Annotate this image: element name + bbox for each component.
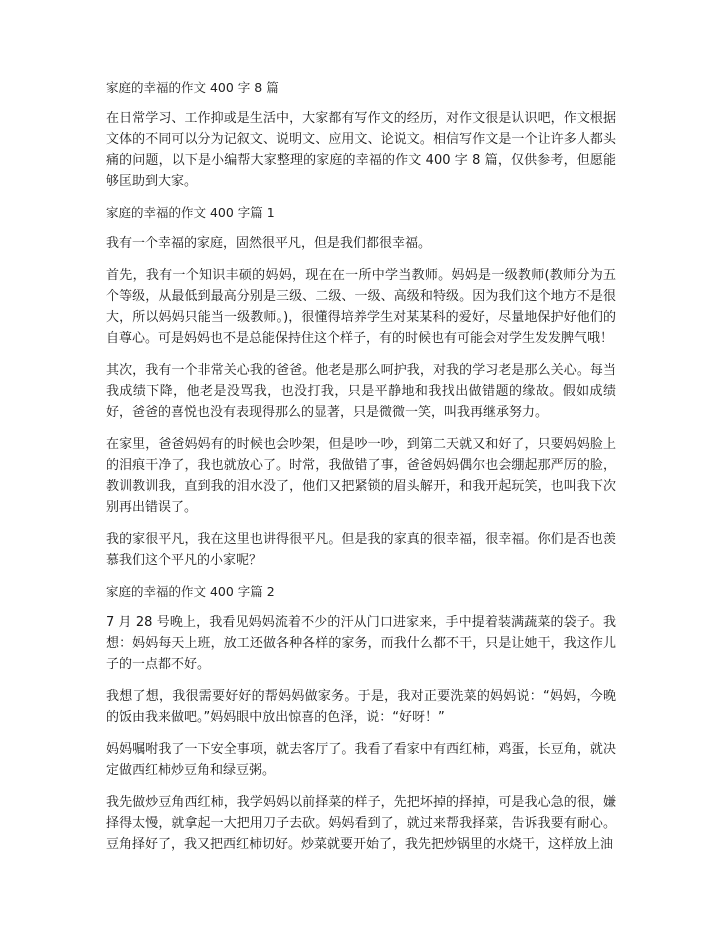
document-title: 家庭的幸福的作文 400 字 8 篇: [106, 80, 279, 95]
section-1-paragraph-3: 其次，我有一个非常关心我的爸爸。他老是那么呵护我，对我的学习老是那么关心。每当我成绩下降，他老是没骂我，也没打我，只是平静地和我找出做错题的缘故。假如成绩好，爸爸的喜悦也没有表现得那么的显著，只是微微一笑，叫我再继承努力。: [106, 363, 616, 420]
section-2-paragraph-4: 我先做炒豆角西红柿，我学妈妈以前择菜的样子，先把坏掉的择掉，可是我心急的很，嫌择得太慢，就拿起一大把用刀子去砍。妈妈看到了，就过来帮我择菜，告诉我要有耐心。豆角择好了，我又把西红柿切好。炒菜就要开始了，我先把炒锅里的水烧干，这样放上油: [106, 795, 616, 852]
section-1-heading: 家庭的幸福的作文 400 字篇 1: [106, 205, 275, 220]
section-1-paragraph-5: 我的家很平凡，我在这里也讲得很平凡。但是我的家真的很幸福，很幸福。你们是否也羡慕我们这个平凡的小家呢？: [106, 532, 616, 568]
section-2-paragraph-1: 7 月 28 号晚上，我看见妈妈流着不少的汗从门口进家来，手中提着装满蔬菜的袋子。我想：妈妈每天上班，放工还做各种各样的家务，而我什么都不干，只是让她干，我这作儿子的一点都不好。: [106, 615, 616, 672]
section-1-paragraph-4: 在家里，爸爸妈妈有的时候也会吵架，但是吵一吵，到第二天就又和好了，只要妈妈脸上的泪痕干净了，我也就放心了。时常，我做错了事，爸爸妈妈偶尔也会绷起那严厉的脸，教训教训我，直到我的泪水没了，他们又把紧锁的眉头解开，和我开起玩笑，也叫我下次别再出错误了。: [106, 437, 616, 515]
section-2-paragraph-3: 妈妈嘱咐我了一下安全事项，就去客厅了。我看了看家中有西红柿，鸡蛋，长豆角，就决定做西红柿炒豆角和绿豆粥。: [106, 742, 616, 778]
document-page: [106, 78, 616, 855]
section-1-paragraph-2: 首先，我有一个知识丰硕的妈妈，现在在一所中学当教师。妈妈是一级教师(教师分为五个等级，从最低到最高分别是三级、二级、一级、高级和特级。因为我们这个地方不是很大，所以妈妈只能当一级教师。)，很懂得培养学生对某某科的爱好，尽量地保护好他们的自尊心。可是妈妈也不是总能保持住这个样子，有的时候也有可能会对学生发发脾气哦！: [106, 268, 616, 346]
section-2-paragraph-2: 我想了想，我很需要好好的帮妈妈做家务。于是，我对正要洗菜的妈妈说：“妈妈，今晚的饭由我来做吧。”妈妈眼中放出惊喜的色泽，说：“好呀！”: [106, 689, 616, 725]
intro-paragraph: 在日常学习、工作抑或是生活中，大家都有写作文的经历，对作文很是认识吧，作文根据文体的不同可以分为记叙文、说明文、应用文、论说文。相信写作文是一个让许多人都头痛的问题，以下是小编帮大家整理的家庭的幸福的作文 400 字 8 篇，仅供参考，但愿能够匡助到大家。: [106, 111, 616, 189]
section-2-heading: 家庭的幸福的作文 400 字篇 2: [106, 584, 275, 599]
section-1-paragraph-1: 我有一个幸福的家庭，固然很平凡，但是我们都很幸福。: [106, 236, 432, 251]
